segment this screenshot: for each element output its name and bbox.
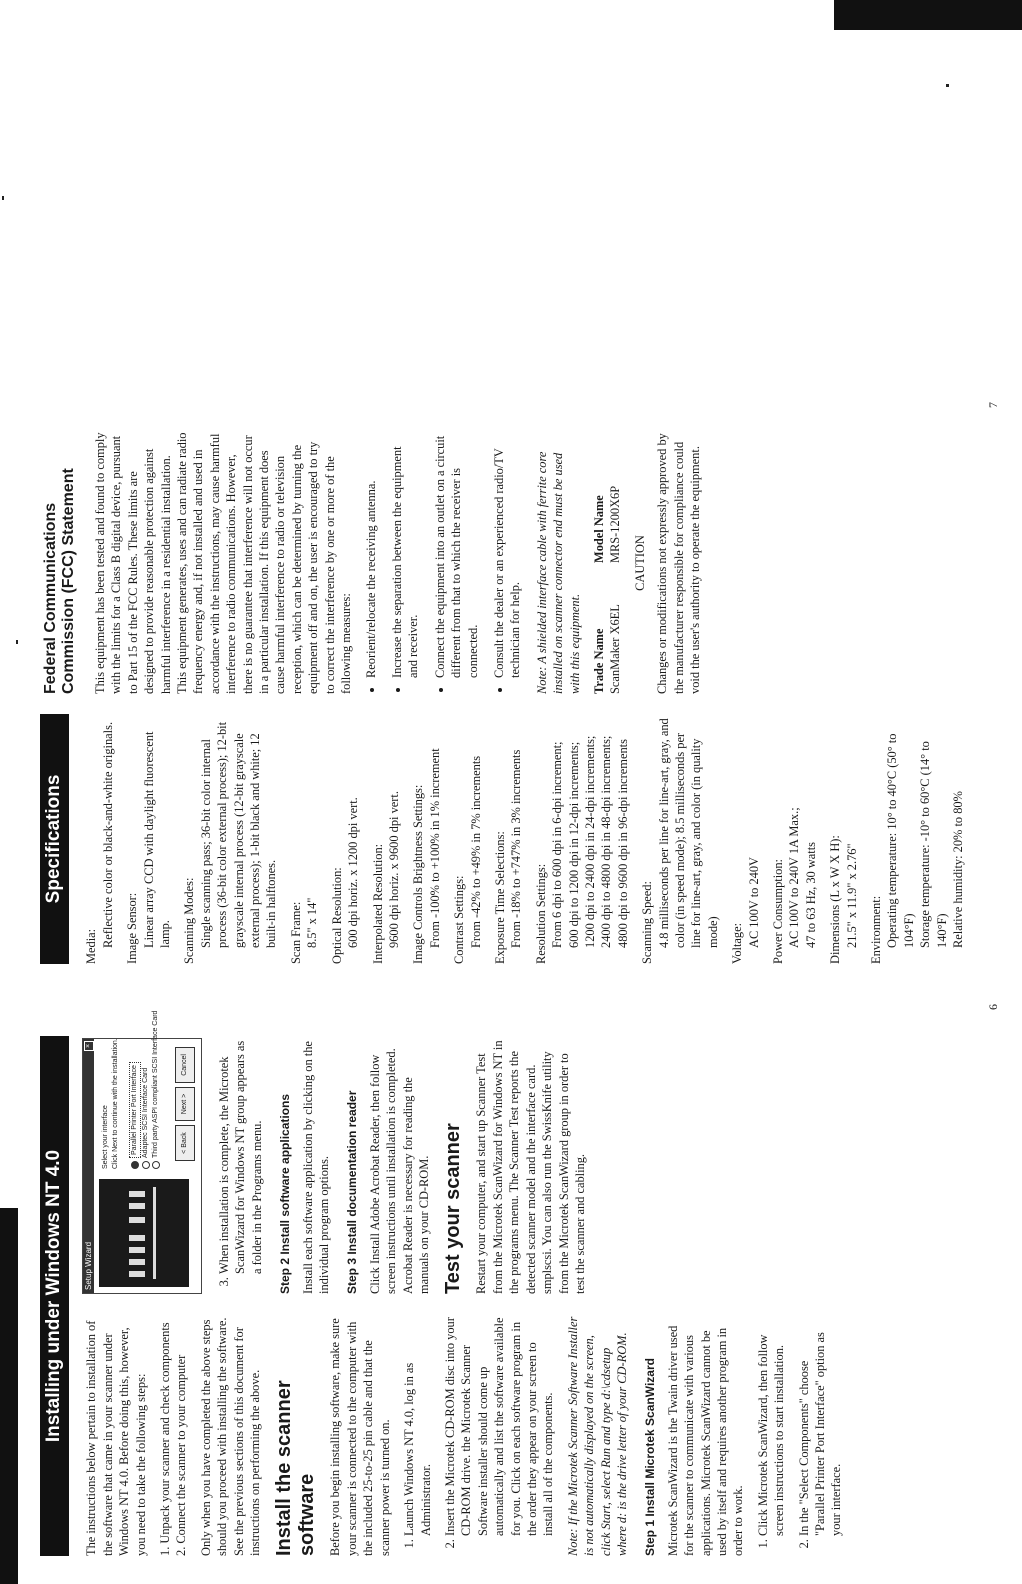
radio-icon: [152, 1161, 160, 1169]
fcc-measure: • Increase the separation between the equipment and receiver.: [389, 432, 422, 678]
fcc-text: This equipment has been tested and found to comply with the limits for a Class B digital device, pursuant to Part 15 of the FCC Rules. These limits are designed to provide reasonable protection against harmful interference in a residential installation. This equipment generates, uses and can radiate radio frequency energy and, if not installed and used in accordance with the instructions, may cause harmful interference to radio communications. However, there is no guarantee that interference will not occur in a particular installation. If this equipment does cause harmful interference to radio or television reception, which can be determined by turning the equipment off and on, the user is encouraged to try to correct the interference by one or more of the following measures:: [93, 432, 354, 694]
next-button[interactable]: Next >: [175, 1087, 195, 1121]
spec-value-line: 47 to 63 Hz, 30 watts: [803, 842, 818, 948]
spec-value-line: 8.5" x 14": [305, 897, 320, 948]
step2-heading: Step 2 Install software applications: [278, 1093, 293, 1294]
page-number-7: 7: [986, 402, 1000, 408]
spec-value-line: From -42% to +49% in 7% increments: [468, 755, 483, 948]
spec-value-line: 4800 dpi to 9600 dpi in 96-dpi increments: [615, 739, 630, 948]
spec-value-line: AC 100V to 240V: [746, 857, 761, 948]
dialog-content: [101, 979, 161, 1169]
trade-model-table: [591, 432, 624, 694]
prep-step-2: 2. Connect the scanner to your computer: [174, 1354, 189, 1556]
step1-item-1: 1. Click Microtek ScanWizard, then follow screen instructions to start installation.: [755, 1316, 788, 1536]
spec-value: [508, 714, 524, 948]
spec-value-line: 600 dpi horiz. x 1200 dpi vert.: [346, 797, 361, 948]
note-cdsetup: Note: If the Microtek Scanner Software Installer is not automatically displayed on the screen, click Start, select Run and type d:\cdsetup where d: is the drive letter of your CD-ROM.: [565, 1316, 629, 1556]
model-value: MRS-1200X6P: [608, 485, 623, 563]
trade-value: ScanMaker X6EL: [608, 604, 623, 694]
spec-value-line: From -18% to +747% in 3% increments: [509, 749, 524, 948]
radio-icon: [142, 1161, 150, 1169]
spec-label: Resolution Settings:: [533, 863, 548, 964]
step3-heading: Step 3 Install documentation reader: [345, 1090, 360, 1294]
spec-value: [786, 714, 819, 948]
spec-value-line: Operating temperature: 10° to 40°C (50° to 104°F): [885, 733, 916, 948]
spec-label: Power Consumption:: [771, 859, 786, 964]
test-text: Restart your computer, and start up Scanner Test from the Microtek ScanWizard for Windows NT in the programs menu. The Scanner Test reports the detected scanner model and the interface card. smplscsi. You can also run the SwissKnife utility from the Microtek ScanWizard group in order to test the scanner and cabling.: [474, 1040, 587, 1294]
install-step-2: 2. Insert the Microtek CD-ROM disc into your CD-ROM drive. the Microtek Scanner Software installer should come up automatically and list the software available for you. Click on each software program in the order they appear on your screen to install all of the components.: [442, 1316, 557, 1536]
spec-label: Interpolated Resolution:: [370, 843, 385, 964]
spec-value: [100, 714, 116, 948]
trade-header: Trade Name: [591, 628, 606, 694]
dialog-title: Setup Wizard: [83, 1039, 94, 1293]
prep-step-1: 1. Unpack your scanner and check components: [158, 1322, 173, 1556]
page7-column1: [40, 714, 979, 964]
spec-label: Voltage:: [730, 922, 745, 964]
spec-value-line: 9600 dpi horiz. x 9600 dpi vert.: [386, 791, 401, 948]
spec-value: [427, 714, 443, 948]
step1-heading: Step 1 Install Microtek ScanWizard: [643, 1358, 658, 1556]
dialog-prompt-sub: Click Next to continue with the installation.: [112, 1038, 119, 1169]
option-parallel[interactable]: Parallel Printer Port Interface: [129, 979, 141, 1169]
spec-value-line: 21.5" x 11.9" x 2.76": [844, 843, 859, 948]
step1-item-2: 2. In the "Select Components" choose "Parallel Printer Port Interface" option as your interface.: [796, 1316, 845, 1536]
dialog-buttons: [175, 1047, 195, 1161]
spec-value: [304, 714, 320, 948]
spec-value-line: Relative humidity: 20% to 80%: [951, 791, 966, 948]
install-intro: Before you begin installing software, make sure your scanner is connected to the computer with the included 25-to-25 pin cable and that the scanner power is turned on.: [328, 1318, 392, 1556]
spec-value-line: AC 100V to 240V 1A Max.;: [787, 807, 802, 948]
spec-value-line: Linear array CCD with daylight fluorescent lamp.: [141, 731, 173, 948]
spec-label: Media:: [84, 928, 99, 964]
dialog-prompt: Select your interface: [102, 1105, 109, 1169]
spec-value: [746, 714, 762, 948]
close-icon[interactable]: ×: [84, 1041, 94, 1051]
model-header: Model Name: [591, 495, 606, 563]
spec-value-line: 600 dpi to 1200 dpi in 12-dpi increments;: [566, 741, 581, 948]
spec-value-line: From 6 dpi to 600 dpi in 6-dpi increment;: [550, 741, 565, 948]
spec-label: Scan Frame:: [288, 901, 303, 964]
spec-value: [198, 714, 280, 948]
spec-label: Image Sensor:: [125, 892, 140, 964]
install-heading: Install the scanner software: [273, 1380, 319, 1556]
cancel-button[interactable]: Cancel: [175, 1047, 195, 1083]
fcc-measure: • Reorient/relocate the receiving antenna.: [363, 432, 379, 678]
spec-list: [83, 714, 966, 964]
spec-value-line: 1200 dpi to 2400 dpi in 24-dpi increments;: [582, 735, 597, 948]
step1-text: Microtek ScanWizard is the Twain driver used for the scanner to communicate with various applications. Microtek ScanWizard cannot be used by itself and requires another program in order to work.: [665, 1325, 746, 1556]
spec-value: [468, 714, 484, 948]
spec-label: Image Controls Brightness Settings:: [411, 784, 426, 964]
step3-text: Click Install Adobe Acrobat Reader, then follow screen instructions until installation is completed. Acrobat Reader is necessary for reading the manuals on your CD-ROM.: [367, 1048, 432, 1294]
step1-item-3: 3. When installation is complete, the Microtek ScanWizard for Windows NT group appears as a folder in the Programs menu.: [216, 1038, 265, 1274]
spec-value: [884, 714, 966, 948]
spec-label: Scanning Speed:: [640, 881, 655, 964]
page7-banner: Specifications: [40, 714, 69, 964]
dialog-artwork: [99, 1179, 189, 1287]
back-button[interactable]: < Back: [175, 1125, 195, 1161]
page6-banner: Installing under Windows NT 4.0: [40, 1036, 69, 1556]
only-when-paragraph: Only when you have completed the above steps should you proceed with installing the software. See the previous sections of this document for instructions on performing the above.: [198, 1317, 263, 1556]
spec-value: [386, 714, 402, 948]
option-adaptec[interactable]: Adaptec SCSI Interface Card: [141, 979, 151, 1169]
radio-selected-icon: [131, 1161, 139, 1169]
caution-heading: CAUTION: [632, 535, 647, 591]
spec-value: [345, 714, 361, 948]
spec-value-line: 4.8 milliseconds per line for line-art, gray, and color (in speed mode); 8.5 milliseconds per line for line-art, gray, and color (in quality mode): [656, 718, 720, 948]
spec-value-line: Storage temperature: -10° to 60°C (14° to 140°F): [918, 741, 949, 948]
setup-dialog-screenshot: [82, 1010, 202, 1294]
spec-label: Contrast Settings:: [452, 875, 467, 964]
page7-column2: [40, 432, 711, 694]
spec-value: [141, 714, 174, 948]
intro-paragraph: The instructions below pertain to installation of the software that came in your scanner under Windows NT 4.0. Before doing this, however, you need to take the following steps:: [84, 1320, 148, 1556]
fcc-measure: • Consult the dealer or an experienced radio/TV technician for help.: [491, 432, 524, 678]
page6-column2: [80, 1010, 596, 1294]
spec-value-line: Single scanning pass; 36-bit color internal process (36-bit color external process); 12-bit grayscale internal process (12-bit grayscale external process); 1-bit black and white; 12 built-in halftones.: [198, 721, 279, 948]
spec-label: Optical Resolution:: [329, 867, 344, 964]
test-heading: Test your scanner: [442, 1123, 465, 1294]
fcc-heading: Federal Communications Commission (FCC) Statement: [42, 468, 77, 694]
spec-label: Scanning Modes:: [182, 877, 197, 964]
fcc-note: Note: A shielded interface cable with ferrite core installed on scanner connector end must be used with this equipment.: [534, 451, 582, 694]
caution-text: Changes or modifications not expressly approved by the manufacturer responsible for compliance could void the user's authority to operate the equipment.: [655, 433, 702, 694]
fcc-measure: • Connect the equipment into an outlet on a circuit different from that to which the receiver is connected.: [432, 432, 481, 678]
spec-value: [844, 714, 860, 948]
spec-value: [656, 714, 722, 948]
spec-value-line: From -100% to +100% in 1% increment: [427, 748, 442, 948]
spec-value: [549, 714, 631, 948]
spec-value-line: Reflective color or black-and-white originals.: [100, 721, 115, 948]
option-third-party[interactable]: Third party ASPI compliant SCSI Interface Card: [151, 979, 161, 1169]
page-number-6: 6: [986, 1004, 1000, 1010]
spec-label: Exposure Time Selections:: [492, 831, 507, 964]
spec-value-line: 2400 dpi to 4800 dpi in 48-dpi increments;: [599, 735, 614, 948]
spec-label: Dimensions (L x W X H):: [828, 835, 843, 964]
install-step-1: 1. Launch Windows NT 4.0, log in as Administrator.: [401, 1316, 434, 1536]
step2-text: Install each software application by clicking on the individual program options.: [300, 1041, 332, 1294]
spec-label: Environment:: [869, 895, 884, 964]
